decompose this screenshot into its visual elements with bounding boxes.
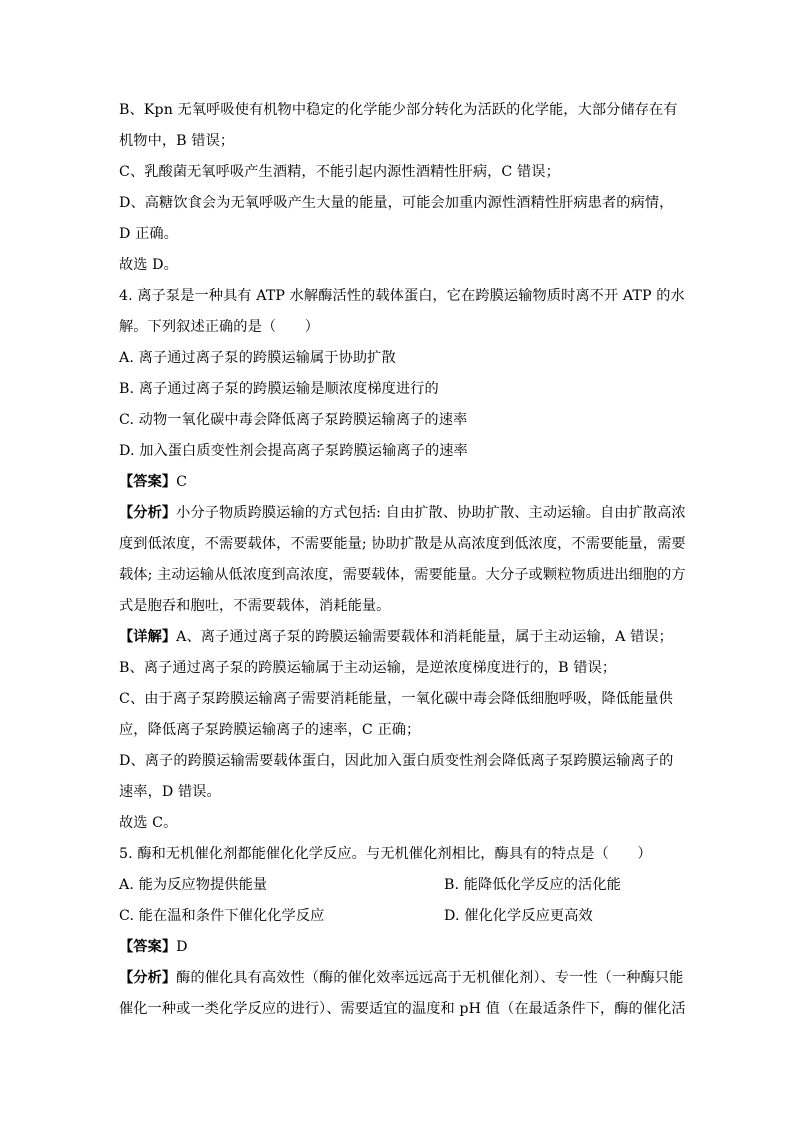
analysis-text: 酶的催化具有高效性（酶的催化效率远远高于无机催化剂）、专一性（一种酶只能: [176, 970, 684, 986]
document-page: [119, 95, 686, 1025]
text-line: D、离子的跨膜运输需要载体蛋白，因此加入蛋白质变性剂会降低离子泵跨膜运输离子的: [119, 753, 674, 769]
text-line: B、离子通过离子泵的跨膜运输属于主动运输，是逆浓度梯度进行的，B 错误；: [119, 660, 617, 676]
q5-analysis: [119, 963, 684, 994]
detail-tag: 【详解】: [119, 629, 177, 645]
q5-option-c: C. 能在温和条件下催化化学反应: [119, 908, 325, 924]
analysis-text: 小分子物质跨膜运输的方式包括: 自由扩散、协助扩散、主动运输。自由扩散高浓: [176, 505, 686, 521]
q5-option-a: A. 能为反应物提供能量: [119, 877, 268, 893]
text-line: 应，降低离子泵跨膜运输离子的速率，C 正确；: [119, 722, 421, 738]
q4-option-a: A. 离子通过离子泵的跨膜运输属于协助扩散: [119, 350, 396, 366]
q4-answer: [119, 467, 679, 498]
q4-option-d: D. 加入蛋白质变性剂会提高离子泵跨膜运输离子的速率: [119, 443, 468, 459]
answer-tag: 【答案】: [119, 474, 177, 490]
text-line: 机物中，B 错误；: [119, 133, 235, 149]
q4-detail: [119, 622, 679, 653]
text-line: B、Kpn 无氧呼吸使有机物中稳定的化学能少部分转化为活跃的化学能，大部分储存在有: [119, 102, 678, 118]
text-line: 式是胞吞和胞吐，不需要载体，消耗能量。: [119, 598, 391, 614]
question-4-stem-cont: 解。下列叙述正确的是（ ）: [119, 319, 320, 335]
text-line: 催化一种或一类化学反应的进行）、需要适宜的温度和 pH 值（在最适条件下，酶的催化活: [119, 1001, 686, 1017]
text-line: 载体; 主动运输从低浓度到高浓度，需要载体，需要能量。大分子或颗粒物质进出细胞的方: [119, 567, 686, 583]
q5-option-d: D. 催化化学反应更高效: [444, 908, 593, 924]
text-line: C、由于离子泵跨膜运输离子需要消耗能量，一氧化碳中毒会降低细胞呼吸，降低能量供: [119, 691, 673, 707]
answer-value: D: [176, 939, 188, 955]
text-line: C、乳酸菌无氧呼吸产生酒精，不能引起内源性酒精性肝病，C 错误；: [119, 164, 560, 180]
q5-options-row-1: [119, 870, 679, 901]
answer-tag: 【答案】: [119, 939, 177, 955]
q5-option-b: B. 能降低化学反应的活化能: [444, 877, 621, 893]
q5-answer: [119, 932, 679, 963]
text-line: 速率，D 错误。: [119, 784, 221, 800]
q5-options-row-2: [119, 901, 679, 932]
q4-analysis: [119, 498, 686, 529]
conclusion-line: 故选 D。: [119, 257, 178, 273]
question-5-stem: 5. 酶和无机催化剂都能催化化学反应。与无机催化剂相比，酶具有的特点是（ ）: [119, 846, 652, 862]
q4-option-c: C. 动物一氧化碳中毒会降低离子泵跨膜运输离子的速率: [119, 412, 468, 428]
text-line: D、高糖饮食会为无氧呼吸产生大量的能量，可能会加重内源性酒精性肝病患者的病情，: [119, 195, 674, 211]
analysis-tag: 【分析】: [119, 970, 177, 986]
q4-option-b: B. 离子通过离子泵的跨膜运输是顺浓度梯度进行的: [119, 381, 439, 397]
answer-value: C: [176, 474, 188, 490]
text-line: 度到低浓度，不需要载体，不需要能量; 协助扩散是从高浓度到低浓度，不需要能量，需要: [119, 536, 686, 552]
analysis-tag: 【分析】: [119, 505, 177, 521]
text-line: D 正确。: [119, 226, 178, 242]
question-4-stem: 4. 离子泵是一种具有 ATP 水解酶活性的载体蛋白，它在跨膜运输物质时离不开 ATP 的水: [119, 288, 685, 304]
detail-text: A、离子通过离子泵的跨膜运输需要载体和消耗能量，属于主动运输，A 错误；: [176, 629, 673, 645]
conclusion-line: 故选 C。: [119, 815, 178, 831]
